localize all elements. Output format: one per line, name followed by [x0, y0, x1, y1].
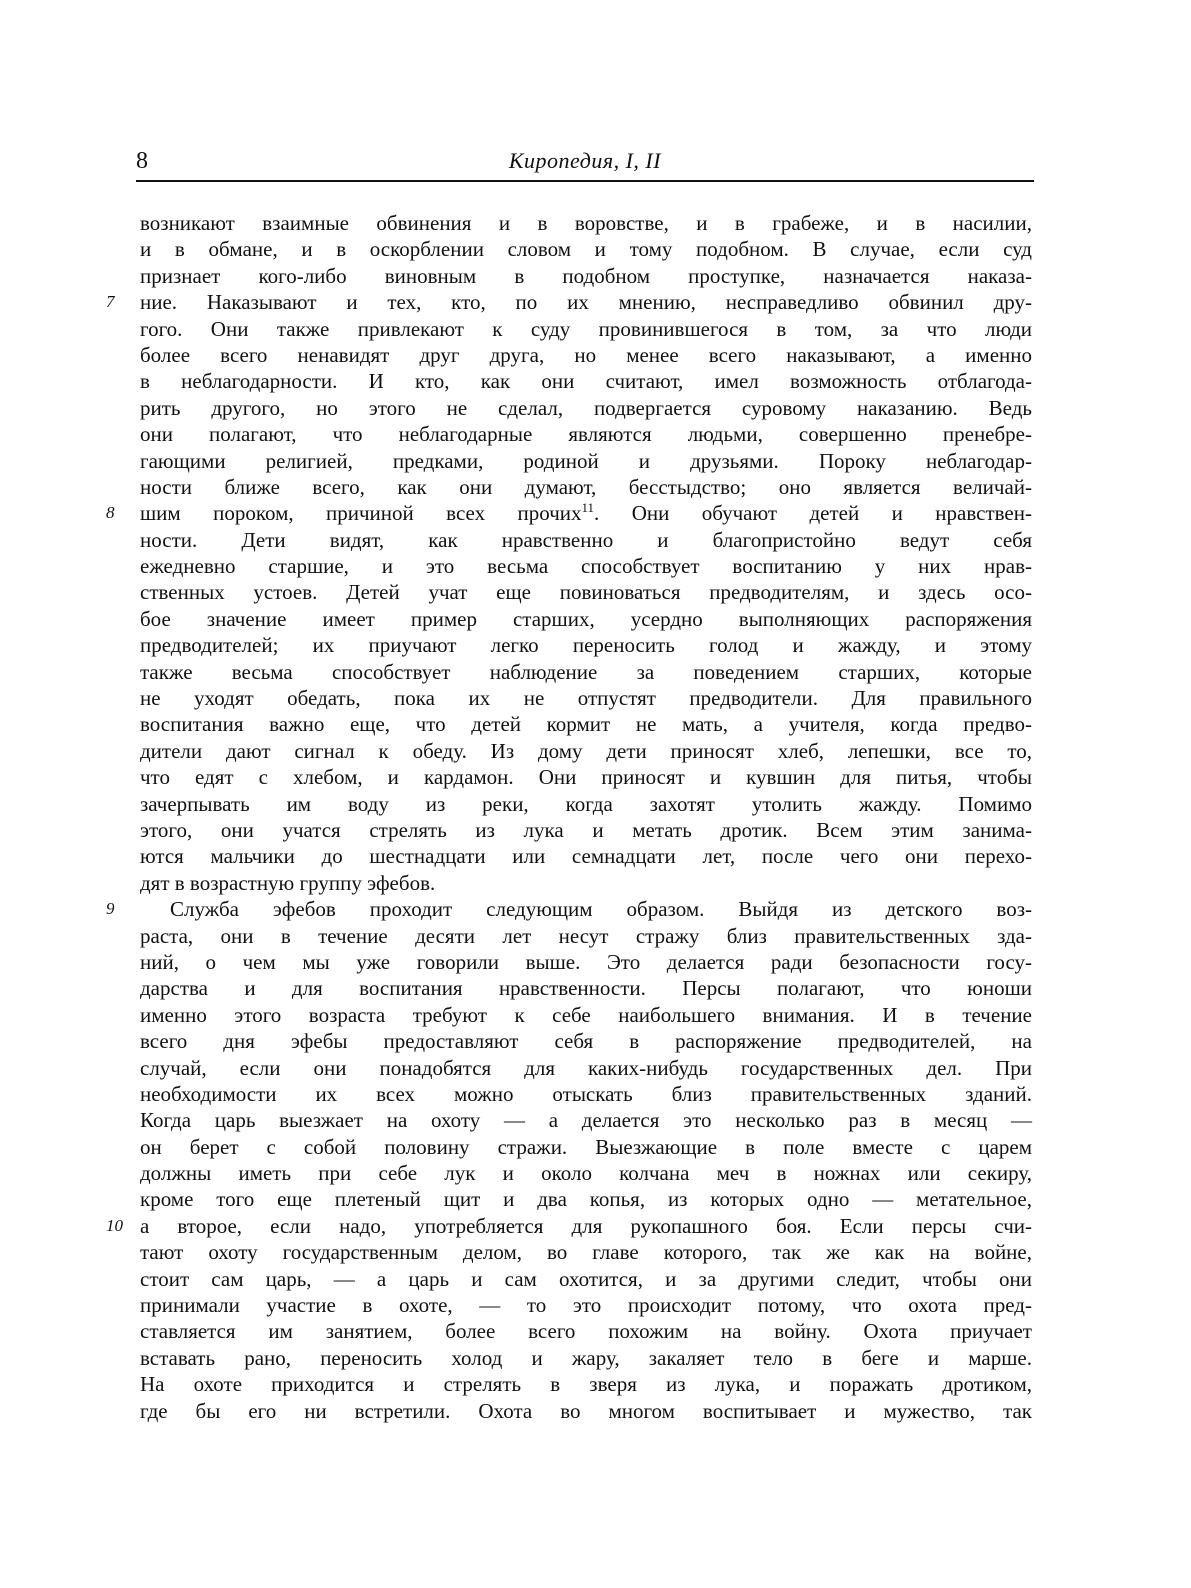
line-text: где бы его ни встретили. Охота во многом воспитывает и мужество, так [140, 1398, 1032, 1423]
line-text: воспитания важно еще, что детей кормит не мать, а учителя, когда предво- [140, 712, 1032, 737]
line-text: он берет с собой половину стражи. Выезжающие в поле вместе с царем [140, 1134, 1032, 1159]
line-text: предводителей; их приучают легко переносить голод и жажду, и этому [140, 633, 1032, 658]
line-text: зачерпывать им воду из реки, когда захотят утолить жажду. Помимо [140, 791, 1032, 816]
line-text: а второе, если надо, употребляется для рукопашного боя. Если персы счи- [140, 1213, 1032, 1238]
text-line [140, 1055, 1032, 1081]
header-rule [136, 180, 1034, 182]
text-line [106, 500, 1032, 526]
line-text: ний, о чем мы уже говорили выше. Это делается ради безопасности госу- [140, 949, 1032, 974]
text-line [140, 606, 1032, 632]
line-text: должны иметь при себе лук и около колчана меч в ножнах или секиру, [140, 1161, 1032, 1186]
line-text: принимали участие в охоте, — то это происходит потому, что охота пред- [140, 1293, 1032, 1318]
section-number: 9 [106, 899, 115, 919]
section-number: 7 [106, 292, 115, 312]
text-line [140, 1239, 1032, 1265]
text-line [140, 263, 1032, 289]
line-text: именно этого возраста требуют к себе наибольшего внимания. И в течение [140, 1002, 1032, 1027]
text-line [140, 870, 1032, 896]
line-text: шим пороком, причиной всех прочих [140, 501, 582, 526]
text-line [140, 1318, 1032, 1344]
text-line [140, 632, 1032, 658]
line-text: ности ближе всего, как они думают, бесстыдство; оно является величай- [140, 474, 1032, 499]
line-text: дарства и для воспитания нравственности. Персы полагают, что юноши [140, 976, 1032, 1001]
line-text: в неблагодарности. И кто, как они считают, имел возможность отблагода- [140, 369, 1032, 394]
page-number: 8 [136, 148, 148, 174]
text-line [140, 553, 1032, 579]
line-text: бое значение имеет пример старших, усердно выполняющих распоряжения [140, 606, 1032, 631]
text-line [140, 1371, 1032, 1397]
text-line [140, 236, 1032, 262]
text-line [140, 395, 1032, 421]
line-text: ние. Наказывают и тех, кто, по их мнению, несправедливо обвинил дру- [140, 290, 1032, 315]
line-text: гающими религией, предками, родиной и друзьями. Пороку неблагодар- [140, 448, 1032, 473]
line-text: ются мальчики до шестнадцати или семнадцати лет, после чего они перехо- [140, 844, 1032, 869]
text-line [140, 659, 1032, 685]
text-line [140, 1134, 1032, 1160]
text-line [140, 843, 1032, 869]
line-text: тают охоту государственным делом, во главе которого, так же как на войне, [140, 1240, 1032, 1265]
line-text: раста, они в течение десяти лет несут стражу близ правительственных зда- [140, 923, 1032, 948]
text-line [140, 975, 1032, 1001]
body-text [106, 210, 1032, 1424]
text-line [140, 1292, 1032, 1318]
page-header [136, 146, 1034, 182]
line-text: дят в возрастную группу эфебов. [140, 870, 436, 895]
text-line [140, 1107, 1032, 1133]
line-text: Служба эфебов проходит следующим образом. Выйдя из детского воз- [170, 897, 1032, 922]
line-text: ственных устоев. Детей учат еще повиноваться предводителям, и здесь осо- [140, 580, 1032, 605]
text-line [106, 896, 1032, 922]
text-line [140, 1081, 1032, 1107]
line-text: кроме того еще плетеный щит и два копья, из которых одно — метательное, [140, 1187, 1032, 1212]
text-line [140, 527, 1032, 553]
line-text: возникают взаимные обвинения и в воровстве, и в грабеже, и в насилии, [140, 211, 1032, 235]
text-line [140, 316, 1032, 342]
text-line [140, 949, 1032, 975]
text-line [140, 474, 1032, 500]
line-text: стоит сам царь, — а царь и сам охотится, и за другими следит, чтобы они [140, 1266, 1032, 1291]
line-text: рить другого, но этого не сделал, подвергается суровому наказанию. Ведь [140, 395, 1032, 420]
text-line [140, 764, 1032, 790]
text-line [140, 817, 1032, 843]
text-line [106, 289, 1032, 315]
line-text: всего дня эфебы предоставляют себя в распоряжение предводителей, на [140, 1029, 1032, 1054]
text-line [140, 1002, 1032, 1028]
text-line [140, 1186, 1032, 1212]
line-text: что едят с хлебом, и кардамон. Они приносят и кувшин для питья, чтобы [140, 765, 1032, 790]
line-text: признает кого-либо виновным в подобном проступке, назначается наказа- [140, 263, 1032, 288]
line-text: также весьма способствует наблюдение за поведением старших, которые [140, 659, 1032, 684]
text-line [140, 923, 1032, 949]
footnote-marker: 11 [581, 500, 595, 516]
text-line [140, 1345, 1032, 1371]
text-line [140, 1266, 1032, 1292]
line-text: На охоте приходится и стрелять в зверя из лука, и поражать дротиком, [140, 1372, 1032, 1397]
line-text: ности. Дети видят, как нравственно и благопристойно ведут себя [140, 527, 1032, 552]
line-text: более всего ненавидят друг друга, но менее всего наказывают, а именно [140, 342, 1032, 367]
line-text: не уходят обедать, пока их не отпустят предводители. Для правильного [140, 686, 1032, 711]
running-title: Киропедия, I, II [508, 148, 662, 173]
text-line [140, 711, 1032, 737]
section-number: 10 [106, 1215, 123, 1235]
line-text: и в обмане, и в оскорблении словом и тому подобном. В случае, если суд [140, 237, 1032, 262]
text-line [140, 448, 1032, 474]
section-number: 8 [106, 503, 115, 523]
text-line [140, 685, 1032, 711]
line-text: случай, если они понадобятся для каких-нибудь государственных дел. При [140, 1055, 1032, 1080]
line-text: Когда царь выезжает на охоту — а делается это несколько раз в месяц — [140, 1108, 1032, 1133]
line-text: необходимости их всех можно отыскать близ правительственных зданий. [140, 1081, 1032, 1106]
text-line [106, 1213, 1032, 1239]
line-text: этого, они учатся стрелять из лука и метать дротик. Всем этим занима- [140, 817, 1032, 842]
text-line [140, 1160, 1032, 1186]
text-line [140, 1028, 1032, 1054]
text-line [140, 368, 1032, 394]
text-line [140, 210, 1032, 236]
text-line [140, 342, 1032, 368]
line-text: вставать рано, переносить холод и жару, закаляет тело в беге и марше. [140, 1345, 1032, 1370]
text-line [140, 579, 1032, 605]
line-text: они полагают, что неблагодарные являются людьми, совершенно пренебре- [140, 422, 1032, 447]
line-text-tail: . Они обучают детей и нравствен- [594, 501, 1032, 526]
text-line [140, 421, 1032, 447]
line-text: ежедневно старшие, и это весьма способствует воспитанию у них нрав- [140, 554, 1032, 579]
line-text: ставляется им занятием, более всего похожим на войну. Охота приучает [140, 1319, 1032, 1344]
line-text: гого. Они также привлекают к суду провинившегося в том, за что люди [140, 316, 1032, 341]
text-line [140, 738, 1032, 764]
text-line [140, 791, 1032, 817]
text-line [140, 1398, 1032, 1424]
line-text: дители дают сигнал к обеду. Из дому дети приносят хлеб, лепешки, все то, [140, 738, 1032, 763]
